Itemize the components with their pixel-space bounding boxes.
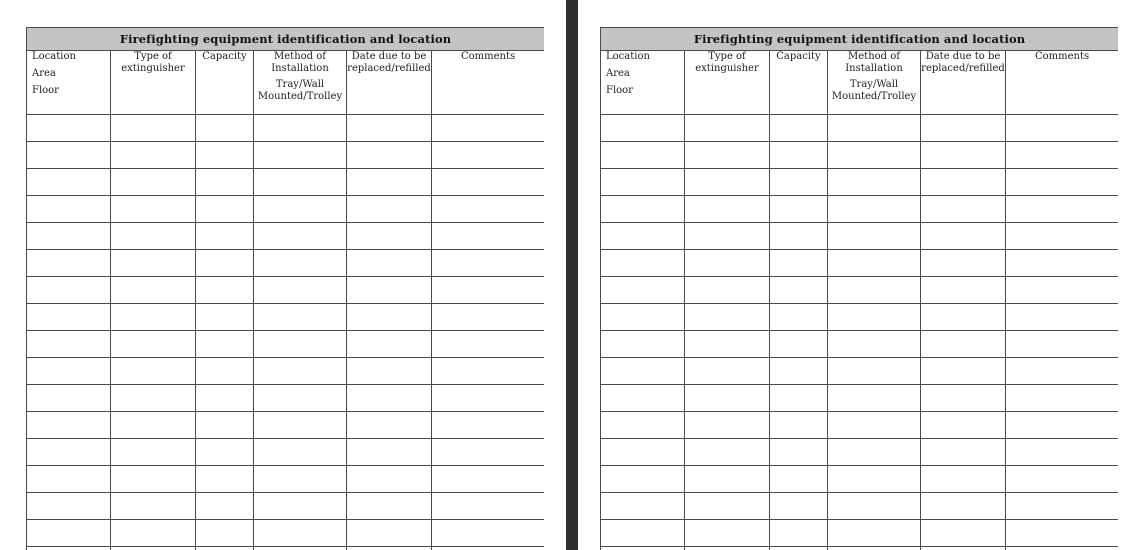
type-entry-cell[interactable] <box>685 169 770 196</box>
type-entry-cell[interactable] <box>685 547 770 550</box>
floor-label: Floor <box>32 85 59 96</box>
type-entry-cell[interactable] <box>685 439 770 466</box>
type-entry-cell[interactable] <box>685 277 770 304</box>
capacity-entry-cell[interactable] <box>770 385 828 412</box>
location-entry-cell[interactable] <box>601 196 685 223</box>
type-label-line-1: Type of <box>134 51 172 62</box>
location-entry-cell[interactable] <box>27 331 111 358</box>
method-entry-cell[interactable] <box>254 412 347 439</box>
method-entry-cell[interactable] <box>828 493 921 520</box>
date-entry-cell[interactable] <box>921 385 1006 412</box>
date-label-line-1: Date due to be <box>351 51 427 62</box>
entry-rows <box>601 115 1119 550</box>
location-entry-cell[interactable] <box>601 223 685 250</box>
location-entry-cell[interactable] <box>601 277 685 304</box>
date-entry-cell[interactable] <box>921 196 1006 223</box>
page-spread-divider <box>566 0 578 550</box>
date-entry-cell[interactable] <box>347 304 432 331</box>
method-entry-cell[interactable] <box>828 196 921 223</box>
table-row <box>601 277 1119 304</box>
table-row <box>27 412 545 439</box>
date-entry-cell[interactable] <box>347 520 432 547</box>
date-entry-cell[interactable] <box>921 439 1006 466</box>
date-entry-cell[interactable] <box>921 304 1006 331</box>
type-entry-cell[interactable] <box>111 304 196 331</box>
comments-entry-cell[interactable] <box>1006 466 1119 493</box>
type-entry-cell[interactable] <box>111 385 196 412</box>
table-row <box>601 358 1119 385</box>
table-row <box>601 439 1119 466</box>
table-row <box>27 250 545 277</box>
method-entry-cell[interactable] <box>828 277 921 304</box>
capacity-entry-cell[interactable] <box>770 493 828 520</box>
comments-entry-cell[interactable] <box>432 169 545 196</box>
type-entry-cell[interactable] <box>685 358 770 385</box>
location-entry-cell[interactable] <box>601 493 685 520</box>
comments-column-header <box>1006 51 1119 115</box>
location-entry-cell[interactable] <box>601 520 685 547</box>
capacity-entry-cell[interactable] <box>770 250 828 277</box>
type-entry-cell[interactable] <box>111 142 196 169</box>
method-entry-cell[interactable] <box>254 493 347 520</box>
method-entry-cell[interactable] <box>254 439 347 466</box>
table-row <box>27 142 545 169</box>
table-row <box>601 520 1119 547</box>
capacity-entry-cell[interactable] <box>770 142 828 169</box>
location-entry-cell[interactable] <box>27 385 111 412</box>
method-entry-cell[interactable] <box>828 223 921 250</box>
location-entry-cell[interactable] <box>601 331 685 358</box>
type-entry-cell[interactable] <box>111 169 196 196</box>
form-page-left <box>26 27 544 550</box>
type-entry-cell[interactable] <box>111 223 196 250</box>
capacity-entry-cell[interactable] <box>196 196 254 223</box>
comments-entry-cell[interactable] <box>1006 304 1119 331</box>
method-label-line-1: Method of <box>848 51 900 62</box>
comments-entry-cell[interactable] <box>1006 412 1119 439</box>
type-entry-cell[interactable] <box>111 466 196 493</box>
capacity-entry-cell[interactable] <box>196 250 254 277</box>
location-entry-cell[interactable] <box>27 547 111 550</box>
comments-entry-cell[interactable] <box>432 466 545 493</box>
capacity-entry-cell[interactable] <box>196 520 254 547</box>
table-row <box>27 466 545 493</box>
method-entry-cell[interactable] <box>828 169 921 196</box>
table-row <box>27 547 545 550</box>
location-entry-cell[interactable] <box>27 439 111 466</box>
type-entry-cell[interactable] <box>685 196 770 223</box>
table-row <box>601 466 1119 493</box>
comments-entry-cell[interactable] <box>432 439 545 466</box>
equipment-log-table <box>600 27 1118 550</box>
table-row <box>601 304 1119 331</box>
type-entry-cell[interactable] <box>685 223 770 250</box>
date-entry-cell[interactable] <box>921 547 1006 550</box>
comments-entry-cell[interactable] <box>1006 493 1119 520</box>
date-entry-cell[interactable] <box>921 277 1006 304</box>
comments-label: Comments <box>460 51 516 62</box>
capacity-entry-cell[interactable] <box>770 439 828 466</box>
location-entry-cell[interactable] <box>27 115 111 142</box>
capacity-entry-cell[interactable] <box>196 115 254 142</box>
capacity-entry-cell[interactable] <box>196 304 254 331</box>
location-entry-cell[interactable] <box>27 412 111 439</box>
method-entry-cell[interactable] <box>828 439 921 466</box>
comments-entry-cell[interactable] <box>1006 223 1119 250</box>
method-entry-cell[interactable] <box>254 331 347 358</box>
capacity-entry-cell[interactable] <box>770 331 828 358</box>
location-entry-cell[interactable] <box>601 412 685 439</box>
capacity-entry-cell[interactable] <box>770 277 828 304</box>
type-entry-cell[interactable] <box>111 277 196 304</box>
table-row <box>27 277 545 304</box>
type-entry-cell[interactable] <box>111 547 196 550</box>
type-entry-cell[interactable] <box>111 115 196 142</box>
type-column-header <box>111 51 196 115</box>
capacity-entry-cell[interactable] <box>196 358 254 385</box>
location-entry-cell[interactable] <box>27 304 111 331</box>
method-entry-cell[interactable] <box>254 547 347 550</box>
date-entry-cell[interactable] <box>347 385 432 412</box>
capacity-entry-cell[interactable] <box>770 520 828 547</box>
table-row <box>601 223 1119 250</box>
type-entry-cell[interactable] <box>111 493 196 520</box>
comments-entry-cell[interactable] <box>1006 142 1119 169</box>
date-entry-cell[interactable] <box>921 250 1006 277</box>
method-entry-cell[interactable] <box>828 304 921 331</box>
method-sub-label-line-2: Mounted/Trolley <box>257 91 343 102</box>
date-label-line-1: Date due to be <box>925 51 1001 62</box>
method-entry-cell[interactable] <box>254 223 347 250</box>
comments-entry-cell[interactable] <box>1006 196 1119 223</box>
date-entry-cell[interactable] <box>347 439 432 466</box>
capacity-entry-cell[interactable] <box>196 142 254 169</box>
capacity-entry-cell[interactable] <box>770 358 828 385</box>
table-row <box>27 169 545 196</box>
type-label-line-2: extinguisher <box>695 63 759 74</box>
location-entry-cell[interactable] <box>601 304 685 331</box>
type-entry-cell[interactable] <box>111 412 196 439</box>
location-entry-cell[interactable] <box>27 223 111 250</box>
table-row <box>27 115 545 142</box>
table-row <box>601 385 1119 412</box>
capacity-entry-cell[interactable] <box>196 385 254 412</box>
table-row <box>27 385 545 412</box>
comments-entry-cell[interactable] <box>432 196 545 223</box>
type-entry-cell[interactable] <box>111 331 196 358</box>
table-row <box>601 142 1119 169</box>
table-row <box>601 196 1119 223</box>
date-entry-cell[interactable] <box>347 547 432 550</box>
date-entry-cell[interactable] <box>347 331 432 358</box>
table-row <box>27 439 545 466</box>
date-entry-cell[interactable] <box>921 493 1006 520</box>
location-entry-cell[interactable] <box>27 169 111 196</box>
method-entry-cell[interactable] <box>254 115 347 142</box>
capacity-label: Capacity <box>202 51 247 62</box>
comments-entry-cell[interactable] <box>1006 331 1119 358</box>
comments-entry-cell[interactable] <box>1006 547 1119 550</box>
method-entry-cell[interactable] <box>254 250 347 277</box>
method-sub-label-line-1: Tray/Wall <box>849 79 899 90</box>
capacity-entry-cell[interactable] <box>770 412 828 439</box>
method-label-line-2: Installation <box>845 63 903 74</box>
location-column-header <box>27 51 111 115</box>
location-column-header <box>601 51 685 115</box>
date-entry-cell[interactable] <box>347 250 432 277</box>
comments-entry-cell[interactable] <box>432 547 545 550</box>
location-entry-cell[interactable] <box>27 142 111 169</box>
date-column-header <box>921 51 1006 115</box>
method-entry-cell[interactable] <box>828 331 921 358</box>
date-entry-cell[interactable] <box>347 223 432 250</box>
method-entry-cell[interactable] <box>828 520 921 547</box>
table-row <box>601 250 1119 277</box>
comments-entry-cell[interactable] <box>432 250 545 277</box>
method-entry-cell[interactable] <box>828 358 921 385</box>
capacity-entry-cell[interactable] <box>196 466 254 493</box>
capacity-column-header <box>196 51 254 115</box>
method-entry-cell[interactable] <box>828 547 921 550</box>
comments-entry-cell[interactable] <box>1006 358 1119 385</box>
location-entry-cell[interactable] <box>601 142 685 169</box>
date-entry-cell[interactable] <box>921 115 1006 142</box>
location-entry-cell[interactable] <box>601 385 685 412</box>
comments-entry-cell[interactable] <box>432 115 545 142</box>
date-entry-cell[interactable] <box>921 358 1006 385</box>
capacity-entry-cell[interactable] <box>196 331 254 358</box>
type-entry-cell[interactable] <box>685 520 770 547</box>
capacity-entry-cell[interactable] <box>196 223 254 250</box>
date-entry-cell[interactable] <box>921 520 1006 547</box>
comments-entry-cell[interactable] <box>432 277 545 304</box>
floor-label: Floor <box>606 85 633 96</box>
method-label-line-2: Installation <box>271 63 329 74</box>
capacity-entry-cell[interactable] <box>196 439 254 466</box>
date-label-line-2: replaced/refilled <box>921 63 1005 74</box>
location-entry-cell[interactable] <box>601 115 685 142</box>
date-entry-cell[interactable] <box>347 115 432 142</box>
method-entry-cell[interactable] <box>254 142 347 169</box>
method-entry-cell[interactable] <box>828 115 921 142</box>
equipment-log-table <box>26 27 544 550</box>
type-entry-cell[interactable] <box>111 520 196 547</box>
location-entry-cell[interactable] <box>601 439 685 466</box>
location-entry-cell[interactable] <box>27 358 111 385</box>
comments-entry-cell[interactable] <box>432 493 545 520</box>
method-entry-cell[interactable] <box>254 385 347 412</box>
comments-entry-cell[interactable] <box>1006 277 1119 304</box>
capacity-entry-cell[interactable] <box>196 277 254 304</box>
comments-entry-cell[interactable] <box>1006 169 1119 196</box>
comments-entry-cell[interactable] <box>432 142 545 169</box>
capacity-entry-cell[interactable] <box>770 169 828 196</box>
comments-entry-cell[interactable] <box>1006 115 1119 142</box>
date-entry-cell[interactable] <box>347 277 432 304</box>
table-row <box>601 493 1119 520</box>
comments-entry-cell[interactable] <box>1006 520 1119 547</box>
capacity-entry-cell[interactable] <box>196 493 254 520</box>
capacity-entry-cell[interactable] <box>770 115 828 142</box>
type-entry-cell[interactable] <box>685 466 770 493</box>
capacity-column-header <box>770 51 828 115</box>
comments-entry-cell[interactable] <box>432 223 545 250</box>
type-entry-cell[interactable] <box>685 142 770 169</box>
capacity-entry-cell[interactable] <box>770 196 828 223</box>
comments-entry-cell[interactable] <box>1006 250 1119 277</box>
comments-entry-cell[interactable] <box>1006 439 1119 466</box>
table-row <box>27 304 545 331</box>
comments-entry-cell[interactable] <box>432 385 545 412</box>
table-row <box>601 547 1119 550</box>
type-entry-cell[interactable] <box>111 439 196 466</box>
table-row <box>27 493 545 520</box>
type-entry-cell[interactable] <box>685 250 770 277</box>
location-entry-cell[interactable] <box>27 277 111 304</box>
table-row <box>601 412 1119 439</box>
type-entry-cell[interactable] <box>685 331 770 358</box>
date-entry-cell[interactable] <box>921 331 1006 358</box>
comments-column-header <box>432 51 545 115</box>
method-entry-cell[interactable] <box>254 466 347 493</box>
table-row <box>601 169 1119 196</box>
method-entry-cell[interactable] <box>254 196 347 223</box>
date-entry-cell[interactable] <box>921 466 1006 493</box>
area-label: Area <box>32 68 56 79</box>
date-column-header <box>347 51 432 115</box>
method-entry-cell[interactable] <box>828 412 921 439</box>
date-entry-cell[interactable] <box>347 358 432 385</box>
method-column-header <box>254 51 347 115</box>
method-label-line-1: Method of <box>274 51 326 62</box>
method-entry-cell[interactable] <box>254 277 347 304</box>
method-entry-cell[interactable] <box>254 358 347 385</box>
table-row <box>27 196 545 223</box>
table-row <box>27 223 545 250</box>
method-sub-label-line-1: Tray/Wall <box>275 79 325 90</box>
type-entry-cell[interactable] <box>685 115 770 142</box>
type-entry-cell[interactable] <box>111 358 196 385</box>
date-entry-cell[interactable] <box>347 142 432 169</box>
date-entry-cell[interactable] <box>347 169 432 196</box>
comments-entry-cell[interactable] <box>432 412 545 439</box>
location-label: Location <box>32 51 76 62</box>
date-entry-cell[interactable] <box>347 196 432 223</box>
table-row <box>27 358 545 385</box>
form-title: Firefighting equipment identification and location <box>27 28 545 51</box>
method-entry-cell[interactable] <box>828 385 921 412</box>
location-label: Location <box>606 51 650 62</box>
location-entry-cell[interactable] <box>601 358 685 385</box>
type-entry-cell[interactable] <box>685 412 770 439</box>
comments-entry-cell[interactable] <box>432 358 545 385</box>
table-row <box>601 115 1119 142</box>
form-title: Firefighting equipment identification and location <box>601 28 1119 51</box>
location-entry-cell[interactable] <box>601 169 685 196</box>
location-entry-cell[interactable] <box>27 493 111 520</box>
date-entry-cell[interactable] <box>921 142 1006 169</box>
method-entry-cell[interactable] <box>828 466 921 493</box>
date-entry-cell[interactable] <box>347 412 432 439</box>
type-entry-cell[interactable] <box>685 304 770 331</box>
capacity-entry-cell[interactable] <box>196 412 254 439</box>
comments-entry-cell[interactable] <box>432 304 545 331</box>
table-row <box>27 331 545 358</box>
entry-rows <box>27 115 545 550</box>
area-label: Area <box>606 68 630 79</box>
type-label-line-2: extinguisher <box>121 63 185 74</box>
comments-entry-cell[interactable] <box>1006 385 1119 412</box>
type-entry-cell[interactable] <box>111 250 196 277</box>
capacity-entry-cell[interactable] <box>770 547 828 550</box>
date-entry-cell[interactable] <box>347 493 432 520</box>
method-entry-cell[interactable] <box>828 250 921 277</box>
location-entry-cell[interactable] <box>27 520 111 547</box>
capacity-entry-cell[interactable] <box>770 304 828 331</box>
location-entry-cell[interactable] <box>27 250 111 277</box>
form-page-right <box>600 27 1118 550</box>
date-entry-cell[interactable] <box>921 223 1006 250</box>
date-entry-cell[interactable] <box>921 169 1006 196</box>
comments-entry-cell[interactable] <box>432 331 545 358</box>
comments-label: Comments <box>1034 51 1090 62</box>
method-entry-cell[interactable] <box>254 304 347 331</box>
method-entry-cell[interactable] <box>254 169 347 196</box>
capacity-entry-cell[interactable] <box>196 547 254 550</box>
location-entry-cell[interactable] <box>601 250 685 277</box>
date-entry-cell[interactable] <box>347 466 432 493</box>
comments-entry-cell[interactable] <box>432 520 545 547</box>
table-row <box>27 520 545 547</box>
location-entry-cell[interactable] <box>601 547 685 550</box>
capacity-label: Capacity <box>776 51 821 62</box>
method-entry-cell[interactable] <box>254 520 347 547</box>
table-row <box>601 331 1119 358</box>
location-entry-cell[interactable] <box>27 466 111 493</box>
type-label-line-1: Type of <box>708 51 746 62</box>
method-column-header <box>828 51 921 115</box>
method-entry-cell[interactable] <box>828 142 921 169</box>
type-entry-cell[interactable] <box>685 493 770 520</box>
method-sub-label-line-2: Mounted/Trolley <box>831 91 917 102</box>
date-label-line-2: replaced/refilled <box>347 63 431 74</box>
location-entry-cell[interactable] <box>601 466 685 493</box>
type-entry-cell[interactable] <box>685 385 770 412</box>
type-column-header <box>685 51 770 115</box>
date-entry-cell[interactable] <box>921 412 1006 439</box>
capacity-entry-cell[interactable] <box>196 169 254 196</box>
capacity-entry-cell[interactable] <box>770 223 828 250</box>
type-entry-cell[interactable] <box>111 196 196 223</box>
location-entry-cell[interactable] <box>27 196 111 223</box>
capacity-entry-cell[interactable] <box>770 466 828 493</box>
